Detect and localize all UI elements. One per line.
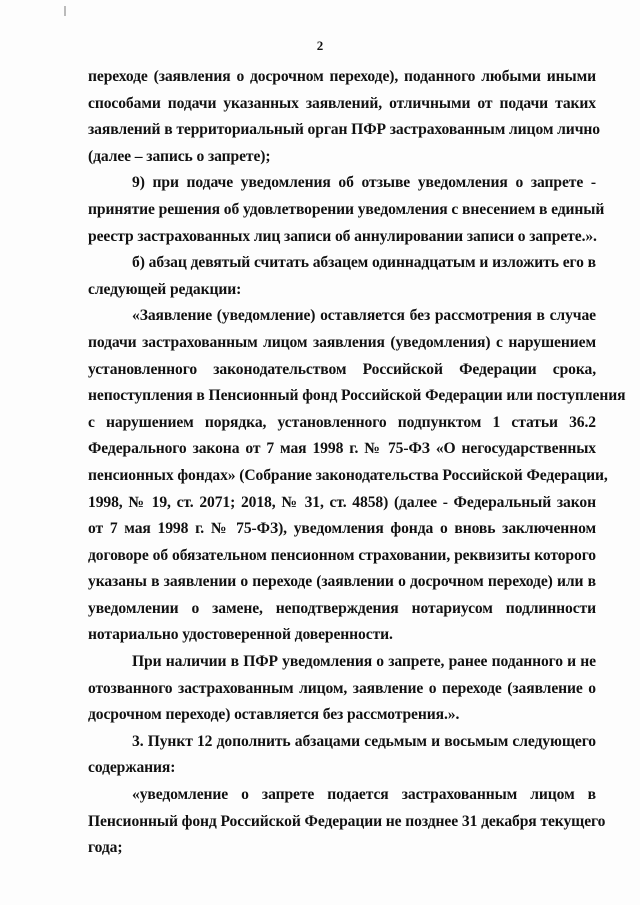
text-line: указаны в заявлении о переходе (заявлении о досрочном переходе) или в [88,573,596,591]
paragraph [88,64,600,170]
text-line: реестр застрахованных лиц записи об аннулировании записи о запрете.». [88,227,597,245]
text-line: принятие решения об удовлетворении уведомления с внесением в единый [88,200,605,218]
text-line: установленного законодательством Российской Федерации срока, [88,360,596,378]
text-line: «Заявление (уведомление) оставляется без рассмотрения в случае [132,307,596,325]
paragraph [88,170,605,250]
text-line: следующей редакции: [88,280,242,298]
text-line: подачи застрахованным лицом заявления (уведомления) с нарушением [88,333,596,351]
text-line: года; [88,839,123,857]
text-line: способами подачи указанных заявлений, отличными от подачи таких [88,94,596,112]
paragraph [88,782,606,862]
paragraph [88,250,596,303]
text-line: с нарушением порядка, установленного подпунктом 1 статьи 36.2 [88,413,596,431]
text-line: переходе (заявления о досрочном переходе), поданного любыми иными [88,68,596,85]
text-line: непоступления в Пенсионный фонд Российской Федерации или поступления [88,387,626,405]
text-line: При наличии в ПФР уведомления о запрете, ранее поданного и не [132,653,596,671]
document-body [88,64,626,862]
text-line: содержания: [88,759,176,777]
paragraph [88,729,596,782]
text-line: «уведомление о запрете подается застрахованным лицом в [132,786,596,804]
text-line: 9) при подаче уведомления об отзыве уведомления о запрете - [132,174,596,192]
scan-artifact [64,6,66,16]
text-line: отозванного застрахованным лицом, заявление о переходе (заявление о [88,679,596,697]
text-line: Пенсионный фонд Российской Федерации не позднее 31 декабря текущего [88,812,606,830]
paragraph [88,303,626,649]
text-line: пенсионных фондах» (Собрание законодательства Российской Федерации, [88,466,608,484]
page-number: 2 [316,38,324,53]
text-line: заявлений в территориальный орган ПФР застрахованным лицом лично [88,121,600,139]
text-line: нотариально удостоверенной доверенности. [88,626,393,644]
text-line: от 7 мая 1998 г. № 75-ФЗ), уведомления фонда о вновь заключенном [88,520,596,538]
text-line: 1998, № 19, ст. 2071; 2018, № 31, ст. 4858) (далее - Федеральный закон [88,493,596,511]
text-line: уведомлении о замене, неподтверждения нотариусом подлинности [88,599,596,617]
text-line: 3. Пункт 12 дополнить абзацами седьмым и восьмым следующего [132,732,596,750]
text-line: досрочном переходе) оставляется без рассмотрения.». [88,706,460,724]
text-line: Федерального закона от 7 мая 1998 г. № 75-ФЗ «О негосударственных [88,440,596,458]
text-line: (далее – запись о запрете); [88,147,271,165]
text-line: б) абзац девятый считать абзацем одиннадцатым и изложить его в [132,254,596,272]
text-line: договоре об обязательном пенсионном страховании, реквизиты которого [88,546,596,564]
paragraph [88,649,596,729]
